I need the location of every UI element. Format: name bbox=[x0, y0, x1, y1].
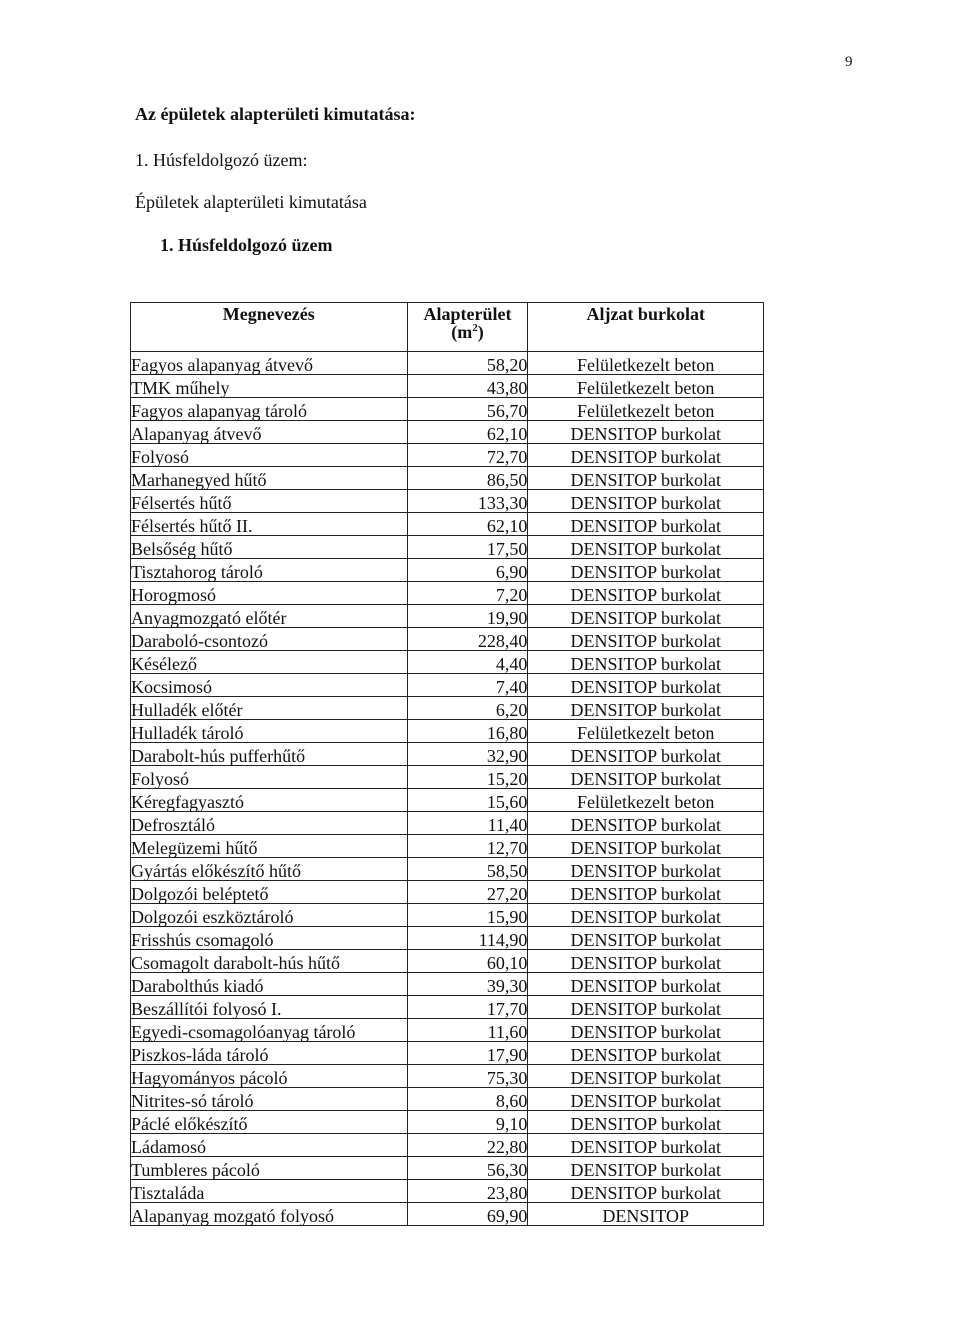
cell-floor: DENSITOP burkolat bbox=[528, 996, 764, 1019]
cell-name: Defrosztáló bbox=[131, 812, 408, 835]
cell-floor: DENSITOP burkolat bbox=[528, 1065, 764, 1088]
cell-floor: DENSITOP burkolat bbox=[528, 1019, 764, 1042]
cell-floor: DENSITOP burkolat bbox=[528, 1157, 764, 1180]
cell-name: Beszállítói folyosó I. bbox=[131, 996, 408, 1019]
cell-floor: DENSITOP bbox=[528, 1203, 764, 1226]
table-row bbox=[131, 1111, 764, 1134]
table-row bbox=[131, 697, 764, 720]
cell-name: Hulladék előtér bbox=[131, 697, 408, 720]
column-header-name: Megnevezés bbox=[131, 303, 408, 352]
cell-area: 12,70 bbox=[407, 835, 528, 858]
cell-name: Melegüzemi hűtő bbox=[131, 835, 408, 858]
table-row bbox=[131, 1088, 764, 1111]
table-row bbox=[131, 1203, 764, 1226]
table-row bbox=[131, 628, 764, 651]
table-row bbox=[131, 582, 764, 605]
cell-area: 62,10 bbox=[407, 513, 528, 536]
cell-floor: DENSITOP burkolat bbox=[528, 743, 764, 766]
cell-name: Tumbleres pácoló bbox=[131, 1157, 408, 1180]
cell-area: 4,40 bbox=[407, 651, 528, 674]
table-row bbox=[131, 950, 764, 973]
cell-area: 72,70 bbox=[407, 444, 528, 467]
cell-name: Kéregfagyasztó bbox=[131, 789, 408, 812]
cell-area: 17,70 bbox=[407, 996, 528, 1019]
page-number: 9 bbox=[845, 54, 853, 70]
cell-area: 15,20 bbox=[407, 766, 528, 789]
cell-name: Tisztahorog tároló bbox=[131, 559, 408, 582]
cell-floor: DENSITOP burkolat bbox=[528, 1180, 764, 1203]
cell-name: Félsertés hűtő II. bbox=[131, 513, 408, 536]
cell-floor: DENSITOP burkolat bbox=[528, 421, 764, 444]
cell-floor: DENSITOP burkolat bbox=[528, 812, 764, 835]
cell-name: Tisztaláda bbox=[131, 1180, 408, 1203]
cell-name: Anyagmozgató előtér bbox=[131, 605, 408, 628]
table-row bbox=[131, 858, 764, 881]
table-row bbox=[131, 421, 764, 444]
table-row bbox=[131, 559, 764, 582]
cell-floor: DENSITOP burkolat bbox=[528, 697, 764, 720]
cell-area: 22,80 bbox=[407, 1134, 528, 1157]
cell-name: Darabolthús kiadó bbox=[131, 973, 408, 996]
cell-floor: DENSITOP burkolat bbox=[528, 651, 764, 674]
cell-floor: DENSITOP burkolat bbox=[528, 766, 764, 789]
cell-area: 75,30 bbox=[407, 1065, 528, 1088]
cell-name: Késélező bbox=[131, 651, 408, 674]
cell-area: 17,50 bbox=[407, 536, 528, 559]
table-row bbox=[131, 812, 764, 835]
cell-area: 6,20 bbox=[407, 697, 528, 720]
cell-area: 69,90 bbox=[407, 1203, 528, 1226]
cell-area: 6,90 bbox=[407, 559, 528, 582]
cell-floor: DENSITOP burkolat bbox=[528, 858, 764, 881]
cell-floor: DENSITOP burkolat bbox=[528, 536, 764, 559]
column-header-floor: Aljzat burkolat bbox=[528, 303, 764, 352]
table-row bbox=[131, 1157, 764, 1180]
cell-floor: DENSITOP burkolat bbox=[528, 881, 764, 904]
table-row bbox=[131, 835, 764, 858]
cell-name: Fagyos alapanyag tároló bbox=[131, 398, 408, 421]
cell-name: Fagyos alapanyag átvevő bbox=[131, 352, 408, 375]
cell-name: Piszkos-láda tároló bbox=[131, 1042, 408, 1065]
table-row bbox=[131, 881, 764, 904]
cell-area: 60,10 bbox=[407, 950, 528, 973]
table-caption: Épületek alapterületi kimutatása bbox=[135, 192, 367, 212]
cell-floor: DENSITOP burkolat bbox=[528, 513, 764, 536]
cell-name: Ládamosó bbox=[131, 1134, 408, 1157]
table-row bbox=[131, 651, 764, 674]
cell-area: 133,30 bbox=[407, 490, 528, 513]
cell-area: 39,30 bbox=[407, 973, 528, 996]
cell-floor: DENSITOP burkolat bbox=[528, 467, 764, 490]
cell-floor: DENSITOP burkolat bbox=[528, 605, 764, 628]
cell-name: Nitrites-só tároló bbox=[131, 1088, 408, 1111]
table-row bbox=[131, 1042, 764, 1065]
cell-floor: Felületkezelt beton bbox=[528, 375, 764, 398]
cell-floor: DENSITOP burkolat bbox=[528, 927, 764, 950]
cell-floor: Felületkezelt beton bbox=[528, 398, 764, 421]
cell-name: TMK műhely bbox=[131, 375, 408, 398]
cell-floor: DENSITOP burkolat bbox=[528, 444, 764, 467]
cell-area: 23,80 bbox=[407, 1180, 528, 1203]
cell-floor: DENSITOP burkolat bbox=[528, 1042, 764, 1065]
table-body bbox=[131, 352, 764, 1226]
cell-name: Dolgozói eszköztároló bbox=[131, 904, 408, 927]
cell-area: 114,90 bbox=[407, 927, 528, 950]
area-table bbox=[130, 302, 764, 1226]
cell-area: 58,50 bbox=[407, 858, 528, 881]
section-heading: Az épületek alapterületi kimutatása: bbox=[135, 104, 416, 124]
subheading: 1. Húsfeldolgozó üzem: bbox=[135, 150, 308, 170]
cell-floor: Felületkezelt beton bbox=[528, 789, 764, 812]
table-row bbox=[131, 536, 764, 559]
cell-area: 228,40 bbox=[407, 628, 528, 651]
cell-floor: DENSITOP burkolat bbox=[528, 1134, 764, 1157]
cell-area: 56,70 bbox=[407, 398, 528, 421]
cell-name: Frisshús csomagoló bbox=[131, 927, 408, 950]
table-title: 1. Húsfeldolgozó üzem bbox=[160, 235, 333, 255]
cell-name: Daraboló-csontozó bbox=[131, 628, 408, 651]
cell-area: 7,40 bbox=[407, 674, 528, 697]
cell-area: 9,10 bbox=[407, 1111, 528, 1134]
cell-area: 11,40 bbox=[407, 812, 528, 835]
cell-name: Dolgozói beléptető bbox=[131, 881, 408, 904]
table-row bbox=[131, 904, 764, 927]
cell-name: Alapanyag átvevő bbox=[131, 421, 408, 444]
cell-area: 32,90 bbox=[407, 743, 528, 766]
table-row bbox=[131, 996, 764, 1019]
cell-floor: DENSITOP burkolat bbox=[528, 628, 764, 651]
cell-area: 43,80 bbox=[407, 375, 528, 398]
cell-floor: DENSITOP burkolat bbox=[528, 904, 764, 927]
column-header-area-unit: $(m^2)$ bbox=[451, 322, 484, 342]
cell-name: Csomagolt darabolt-hús hűtő bbox=[131, 950, 408, 973]
cell-name: Darabolt-hús pufferhűtő bbox=[131, 743, 408, 766]
cell-name: Marhanegyed hűtő bbox=[131, 467, 408, 490]
table-row bbox=[131, 1019, 764, 1042]
cell-floor: DENSITOP burkolat bbox=[528, 559, 764, 582]
cell-area: 8,60 bbox=[407, 1088, 528, 1111]
cell-floor: DENSITOP burkolat bbox=[528, 835, 764, 858]
cell-floor: Felületkezelt beton bbox=[528, 720, 764, 743]
table-header-row bbox=[131, 303, 764, 352]
cell-area: 58,20 bbox=[407, 352, 528, 375]
cell-name: Egyedi-csomagolóanyag tároló bbox=[131, 1019, 408, 1042]
table-row bbox=[131, 1180, 764, 1203]
column-header-area-label: Alapterület bbox=[423, 304, 512, 324]
cell-area: 19,90 bbox=[407, 605, 528, 628]
cell-floor: DENSITOP burkolat bbox=[528, 674, 764, 697]
cell-area: 56,30 bbox=[407, 1157, 528, 1180]
cell-name: Hagyományos pácoló bbox=[131, 1065, 408, 1088]
cell-floor: DENSITOP burkolat bbox=[528, 490, 764, 513]
cell-name: Páclé előkészítő bbox=[131, 1111, 408, 1134]
cell-floor: DENSITOP burkolat bbox=[528, 973, 764, 996]
cell-name: Belsőség hűtő bbox=[131, 536, 408, 559]
table-row bbox=[131, 398, 764, 421]
cell-floor: DENSITOP burkolat bbox=[528, 1111, 764, 1134]
cell-name: Hulladék tároló bbox=[131, 720, 408, 743]
cell-area: 27,20 bbox=[407, 881, 528, 904]
table-row bbox=[131, 720, 764, 743]
table-row bbox=[131, 605, 764, 628]
table-row bbox=[131, 1134, 764, 1157]
table-row bbox=[131, 927, 764, 950]
table-row bbox=[131, 352, 764, 375]
cell-floor: DENSITOP burkolat bbox=[528, 582, 764, 605]
cell-name: Horogmosó bbox=[131, 582, 408, 605]
cell-name: Félsertés hűtő bbox=[131, 490, 408, 513]
table-row bbox=[131, 789, 764, 812]
table-row bbox=[131, 375, 764, 398]
cell-name: Folyosó bbox=[131, 766, 408, 789]
cell-name: Folyosó bbox=[131, 444, 408, 467]
cell-name: Gyártás előkészítő hűtő bbox=[131, 858, 408, 881]
cell-area: 17,90 bbox=[407, 1042, 528, 1065]
cell-area: 62,10 bbox=[407, 421, 528, 444]
cell-area: 11,60 bbox=[407, 1019, 528, 1042]
table-row bbox=[131, 513, 764, 536]
cell-area: 7,20 bbox=[407, 582, 528, 605]
cell-floor: Felületkezelt beton bbox=[528, 352, 764, 375]
cell-area: 15,60 bbox=[407, 789, 528, 812]
table-row bbox=[131, 467, 764, 490]
table-row bbox=[131, 743, 764, 766]
table-row bbox=[131, 973, 764, 996]
cell-area: 16,80 bbox=[407, 720, 528, 743]
table-row bbox=[131, 490, 764, 513]
cell-area: 15,90 bbox=[407, 904, 528, 927]
table-row bbox=[131, 766, 764, 789]
cell-area: 86,50 bbox=[407, 467, 528, 490]
table-row bbox=[131, 674, 764, 697]
table-row bbox=[131, 444, 764, 467]
cell-floor: DENSITOP burkolat bbox=[528, 1088, 764, 1111]
table-row bbox=[131, 1065, 764, 1088]
cell-name: Kocsimosó bbox=[131, 674, 408, 697]
cell-floor: DENSITOP burkolat bbox=[528, 950, 764, 973]
column-header-area bbox=[407, 303, 528, 352]
cell-name: Alapanyag mozgató folyosó bbox=[131, 1203, 408, 1226]
